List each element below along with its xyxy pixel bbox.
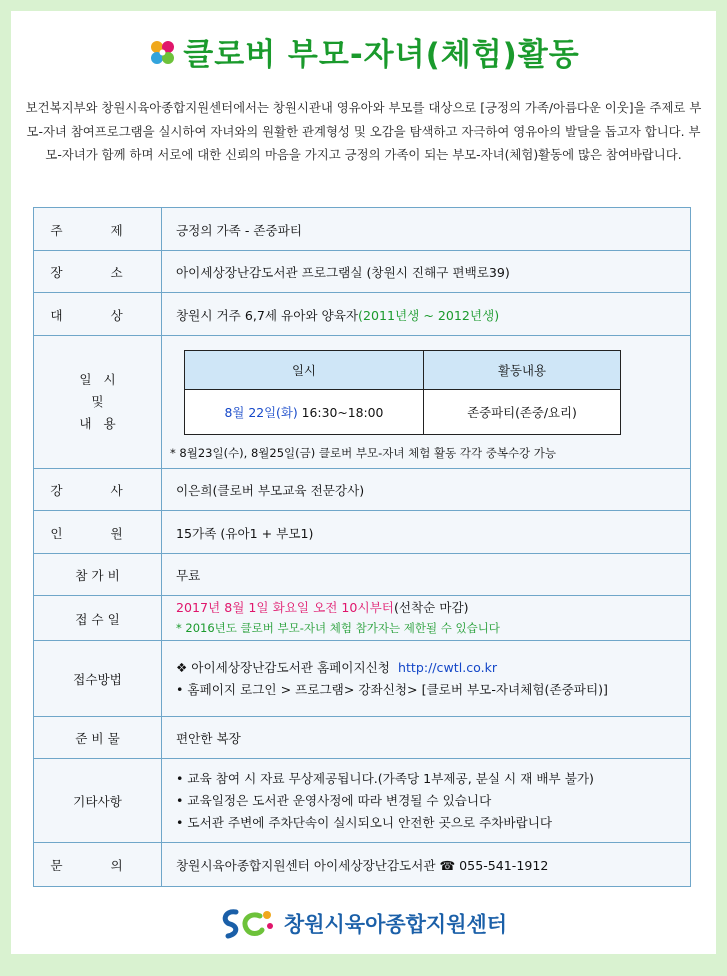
- etc-item: • 교육일정은 도서관 운영사정에 따라 변경될 수 있습니다: [176, 792, 492, 808]
- intro-paragraph: 보건복지부와 창원시육아종합지원센터에서는 창원시관내 영유아와 부모를 대상으로 [긍정의 가족/아름다운 이웃]을 주제로 부모-자녀 참여프로그램을 실시하여 자녀와의 원활한 관계형성 및 오감을 탐색하고 자극하여 영유아의 발달을 돕고자 합니다. 부모-자녀가 함께 하며 서로에 대한 신뢰의 마음을 가지고 긍정의 가족이 되는 부모-자녀(체험)활동에 많은 참여바랍니다.: [25, 100, 702, 162]
- row-fee: [34, 554, 691, 596]
- row-receipt-date: [34, 596, 691, 641]
- value-inquiry: 창원시육아종합지원센터 아이세상장난감도서관 ☎ 055-541-1912: [162, 843, 691, 887]
- value-target: 창원시 거주 6,7세 유아와 양육자: [176, 307, 359, 323]
- homepage-link[interactable]: http://cwtl.co.kr: [397, 659, 498, 675]
- label-topic: 주 제: [50, 222, 145, 238]
- row-etc: [34, 759, 691, 843]
- value-receipt-date: 2017년 8월 1일 화요일 오전 10시부터: [176, 600, 394, 615]
- value-instructor: 이은희(클로버 부모교육 전문강사): [162, 469, 691, 511]
- value-place: 아이세상장난감도서관 프로그램실 (창원시 진해구 편백로39): [162, 251, 691, 293]
- row-schedule: [34, 336, 691, 469]
- label-receipt-date: 접 수 일: [75, 611, 120, 627]
- flyer-title: [11, 29, 716, 76]
- schedule-header-content: 활동내용: [424, 351, 621, 390]
- label-fee: 참 가 비: [75, 568, 120, 583]
- label-schedule-2: 및: [91, 394, 104, 409]
- row-supplies: [34, 717, 691, 759]
- label-target: 대 상: [50, 307, 145, 323]
- flyer: [11, 11, 716, 954]
- label-etc: 기타사항: [73, 794, 122, 809]
- label-place: 장 소: [50, 265, 145, 280]
- label-inquiry: 문 의: [50, 858, 145, 873]
- title-text: 클로버 부모-자녀(체험)활동: [183, 37, 580, 73]
- row-method: [34, 641, 691, 717]
- value-capacity: 15가족 (유아1 + 부모1): [162, 511, 691, 554]
- footer: [11, 906, 716, 945]
- row-target: [34, 293, 691, 336]
- method-line-1: ❖ 아이세상장난감도서관 홈페이지신청: [176, 659, 390, 675]
- row-topic: [34, 208, 691, 251]
- value-receipt-first-come: (선착순 마감): [393, 600, 469, 615]
- value-topic: 긍정의 가족 - 존중파티: [162, 208, 691, 251]
- footer-center-name: 창원시육아종합지원센터: [283, 912, 508, 937]
- label-schedule-3: 내 용: [79, 416, 116, 431]
- label-schedule-1: 일 시: [79, 372, 116, 387]
- row-instructor: [34, 469, 691, 511]
- schedule-table: [184, 350, 621, 435]
- info-table: [33, 207, 691, 887]
- schedule-content: 존중파티(존중/요리): [424, 390, 621, 435]
- label-method: 접수방법: [73, 672, 122, 687]
- method-line-2: • 홈페이지 로그인 > 프로그램> 강좌신청> [클로버 부모-자녀체험(존중파티)]: [176, 681, 608, 697]
- value-fee: 무료: [162, 554, 691, 596]
- etc-item: • 교육 참여 시 자료 무상제공됩니다.(가족당 1부제공, 분실 시 재 배부 불가): [176, 770, 594, 786]
- schedule-note: * 8월23일(수), 8월25일(금) 클로버 부모-자녀 체험 활동 각각 중복수강 가능: [170, 446, 557, 460]
- schedule-header-date: 일시: [185, 351, 424, 390]
- etc-item: • 도서관 주변에 주차단속이 실시되오니 안전한 곳으로 주차바랍니다: [176, 814, 553, 830]
- center-logo-icon: [220, 906, 276, 945]
- schedule-date: 8월 22일(화): [224, 405, 298, 420]
- label-capacity: 인 원: [50, 525, 145, 541]
- clover-icon: [147, 38, 177, 76]
- label-supplies: 준 비 물: [75, 731, 120, 746]
- row-capacity: [34, 511, 691, 554]
- label-instructor: 강 사: [50, 483, 145, 498]
- row-place: [34, 251, 691, 293]
- value-supplies: 편안한 복장: [162, 717, 691, 759]
- schedule-time: 16:30~18:00: [297, 405, 384, 420]
- receipt-note: * 2016년도 클로버 부모-자녀 체험 참가자는 제한될 수 있습니다: [176, 621, 500, 635]
- value-target-years: (2011년생 ~ 2012년생): [358, 307, 500, 323]
- row-inquiry: [34, 843, 691, 887]
